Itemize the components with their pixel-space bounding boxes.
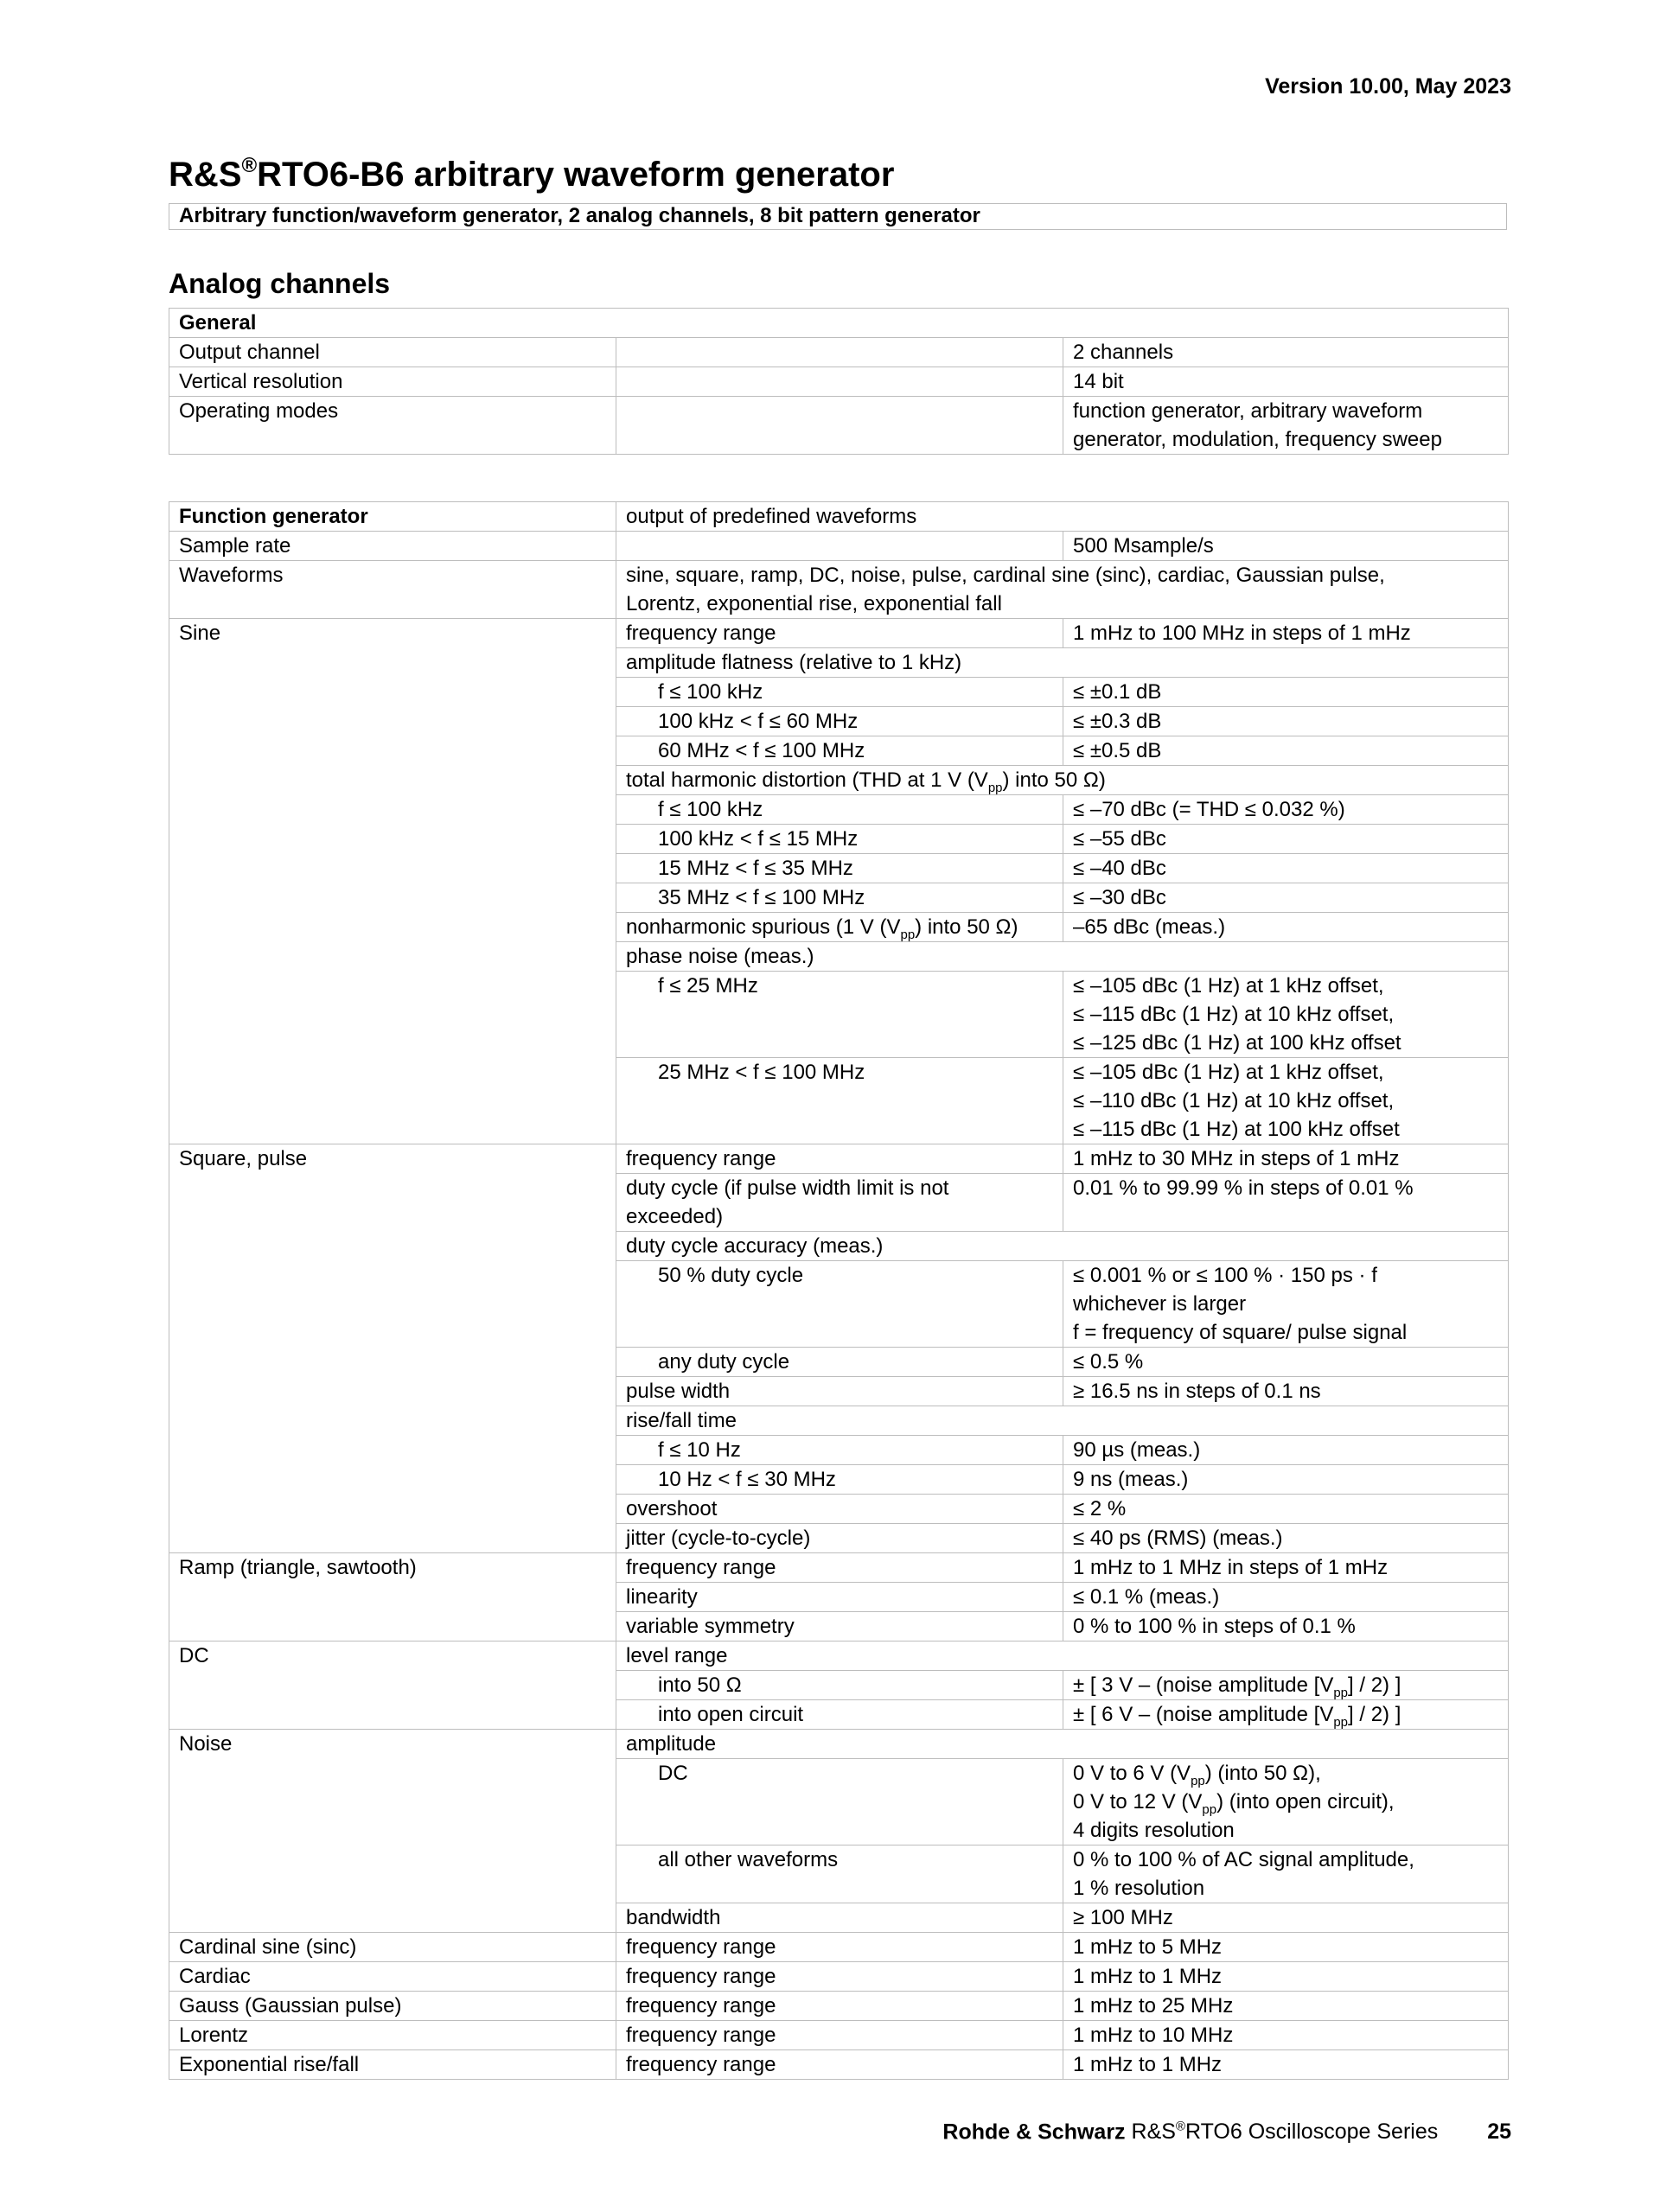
table-row: jitter (cycle-to-cycle) ≤ 40 ps (RMS) (meas.) [169, 1524, 1509, 1553]
table-row: all other waveforms 0 % to 100 % of AC signal amplitude, 1 % resolution [169, 1845, 1509, 1903]
table-row: Gauss (Gaussian pulse) frequency range 1 mHz to 25 MHz [169, 1992, 1509, 2021]
table-row: 10 Hz < f ≤ 30 MHz 9 ns (meas.) [169, 1465, 1509, 1495]
table-row: total harmonic distortion (THD at 1 V $(V_{pp})$ into 50 Ω) [169, 766, 1509, 795]
subtitle-box: Arbitrary function/waveform generator, 2 analog channels, 8 bit pattern generator [169, 203, 1507, 230]
general-table [169, 308, 1509, 455]
row-label-noise: Noise [169, 1730, 616, 1933]
function-generator-table [169, 501, 1509, 2080]
table-row: f ≤ 10 Hz 90 µs (meas.) [169, 1436, 1509, 1465]
row-label-dc: DC [169, 1641, 616, 1730]
table-row: Sine frequency range 1 mHz to 100 MHz in steps of 1 mHz [169, 619, 1509, 648]
table-row: amplitude flatness (relative to 1 kHz) [169, 648, 1509, 678]
table-row: Vertical resolution 14 bit [169, 367, 1509, 397]
table-row: DC 0 V to 6 V $(V_{pp})$ (into 50 Ω), 0 V to 12 V $(V_{pp})$ (into open circuit), 4 digits resolution [169, 1759, 1509, 1845]
table-row: f ≤ 25 MHz ≤ –105 dBc (1 Hz) at 1 kHz offset, ≤ –115 dBc (1 Hz) at 10 kHz offset, ≤ –125 dBc (1 Hz) at 100 kHz offset [169, 972, 1509, 1058]
table-row: 25 MHz < f ≤ 100 MHz ≤ –105 dBc (1 Hz) at 1 kHz offset, ≤ –110 dBc (1 Hz) at 10 kHz offset, ≤ –115 dBc (1 Hz) at 100 kHz offset [169, 1058, 1509, 1144]
table-row: Operating modes function generator, arbitrary waveform generator, modulation, frequency sweep [169, 397, 1509, 455]
table-row: bandwidth ≥ 100 MHz [169, 1903, 1509, 1933]
section-heading: Analog channels [169, 268, 391, 299]
table-row: nonharmonic spurious (1 V $(V_{pp})$ into 50 Ω) –65 dBc (meas.) [169, 913, 1509, 942]
row-label-ramp: Ramp (triangle, sawtooth) [169, 1553, 616, 1641]
table-row: f ≤ 100 kHz ≤ ±0.1 dB [169, 678, 1509, 707]
page-title: R&S®RTO6-B6 arbitrary waveform generator [169, 153, 895, 194]
table-row: phase noise (meas.) [169, 942, 1509, 972]
table-row: 35 MHz < f ≤ 100 MHz ≤ –30 dBc [169, 883, 1509, 913]
table-row: pulse width ≥ 16.5 ns in steps of 0.1 ns [169, 1377, 1509, 1406]
table-row: 100 kHz < f ≤ 15 MHz ≤ –55 dBc [169, 825, 1509, 854]
table-row: Square, pulse frequency range 1 mHz to 30 MHz in steps of 1 mHz [169, 1144, 1509, 1174]
table-row: 100 kHz < f ≤ 60 MHz ≤ ±0.3 dB [169, 707, 1509, 736]
version-label: Version 10.00, May 2023 [1265, 74, 1511, 99]
table-row: Cardiac frequency range 1 mHz to 1 MHz [169, 1962, 1509, 1992]
table-row: duty cycle accuracy (meas.) [169, 1232, 1509, 1261]
table-header-row [169, 309, 1509, 338]
table-row: overshoot ≤ 2 % [169, 1495, 1509, 1524]
table-row: linearity ≤ 0.1 % (meas.) [169, 1583, 1509, 1612]
table-header: Function generator [169, 502, 616, 532]
table-row: Output channel 2 channels [169, 338, 1509, 367]
table-row: 15 MHz < f ≤ 35 MHz ≤ –40 dBc [169, 854, 1509, 883]
table-row: f ≤ 100 kHz ≤ –70 dBc (= THD ≤ 0.032 %) [169, 795, 1509, 825]
table-row: any duty cycle ≤ 0.5 % [169, 1348, 1509, 1377]
table-header-row: Function generator output of predefined waveforms [169, 502, 1509, 532]
table-row: 50 % duty cycle ≤ 0.001 % or ≤ 100 % · 150 ps · f whichever is larger f = frequency of square/ pulse signal [169, 1261, 1509, 1348]
table-row: Exponential rise/fall frequency range 1 mHz to 1 MHz [169, 2050, 1509, 2080]
table-row: Sample rate 500 Msample/s [169, 532, 1509, 561]
row-label-square-pulse: Square, pulse [169, 1144, 616, 1553]
table-row: Cardinal sine (sinc) frequency range 1 mHz to 5 MHz [169, 1933, 1509, 1962]
page-footer: Rohde & Schwarz R&S®RTO6 Oscilloscope Series 25 [942, 2120, 1511, 2145]
table-header: General [169, 309, 1509, 338]
table-row: 60 MHz < f ≤ 100 MHz ≤ ±0.5 dB [169, 736, 1509, 766]
table-row: into 50 Ω ± [ 3 V – (noise amplitude $[V_{pp}] / 2$) ] [169, 1671, 1509, 1700]
table-row: rise/fall time [169, 1406, 1509, 1436]
table-row: variable symmetry 0 % to 100 % in steps of 0.1 % [169, 1612, 1509, 1641]
table-row: into open circuit ± [ 6 V – (noise amplitude $[V_{pp}] / 2$) ] [169, 1700, 1509, 1730]
table-row: Noise amplitude [169, 1730, 1509, 1759]
table-row: DC level range [169, 1641, 1509, 1671]
page-number: 25 [1487, 2120, 1511, 2145]
table-row: duty cycle (if pulse width limit is not exceeded) 0.01 % to 99.99 % in steps of 0.01 % [169, 1174, 1509, 1232]
table-row: Ramp (triangle, sawtooth) frequency range 1 mHz to 1 MHz in steps of 1 mHz [169, 1553, 1509, 1583]
table-row: Lorentz frequency range 1 mHz to 10 MHz [169, 2021, 1509, 2050]
row-label-sine: Sine [169, 619, 616, 1144]
table-row: Waveforms sine, square, ramp, DC, noise, pulse, cardinal sine (sinc), cardiac, Gaussian pulse, Lorentz, exponential rise, exponential fall [169, 561, 1509, 619]
